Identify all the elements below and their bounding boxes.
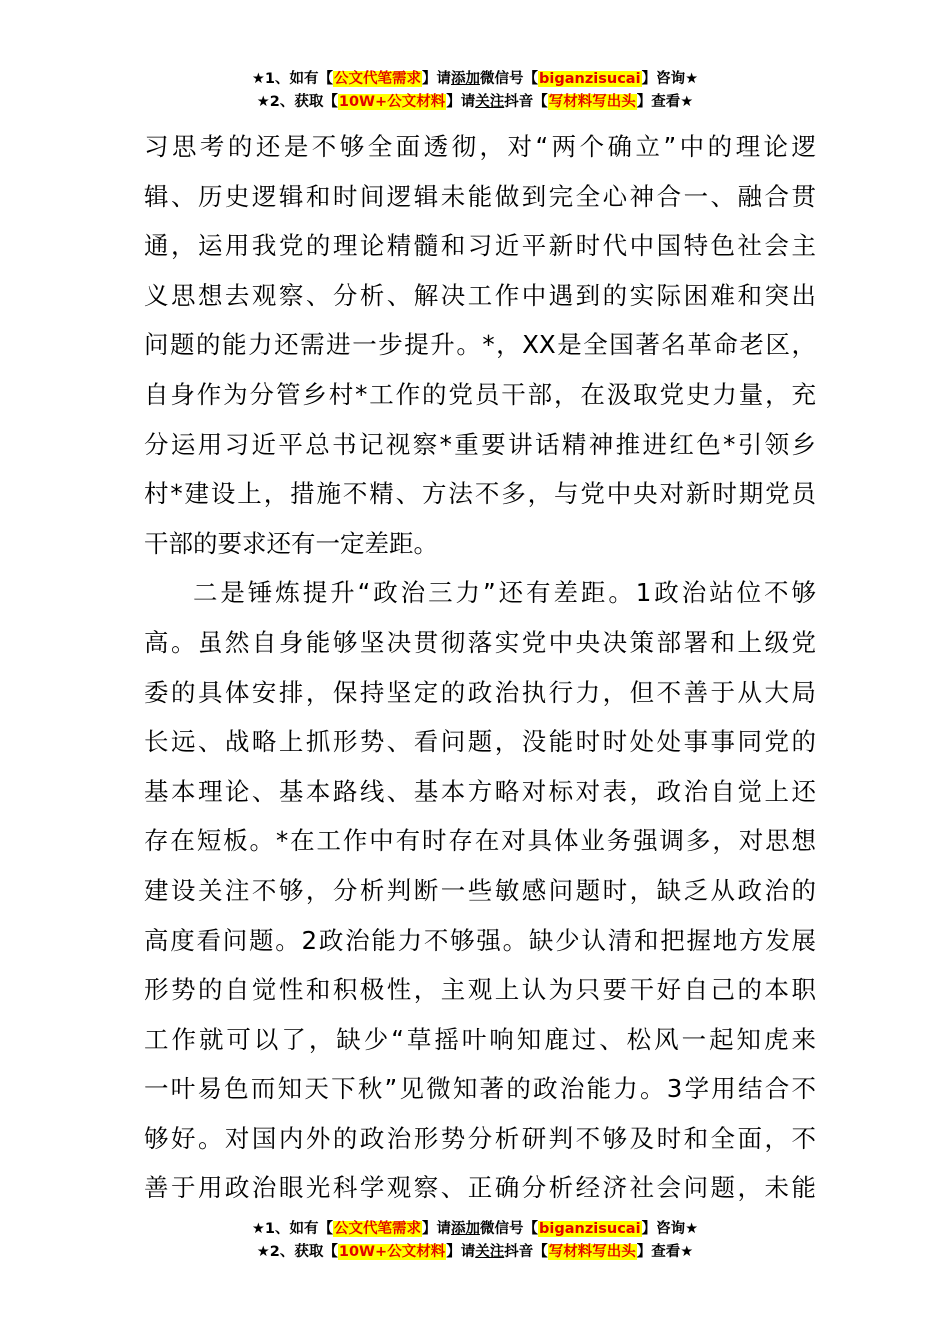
banner-text: 抖音【 xyxy=(504,1244,548,1260)
body-line: 基本理论、基本路线、基本方略对标对表，政治自觉上还 xyxy=(144,776,816,806)
underlined-text: 关注 xyxy=(475,94,505,110)
highlight-text: 公文代笔需求 xyxy=(334,71,422,87)
banner-text: 】查看★ xyxy=(636,94,694,110)
body-line: 村*建设上，措施不精、方法不多，与党中央对新时期党员 xyxy=(144,479,816,509)
banner-text: ★2、获取【 xyxy=(256,1244,338,1260)
underlined-text: 添加 xyxy=(451,71,481,87)
highlight-text: 写材料写出头 xyxy=(548,1244,636,1260)
highlight-text: 10W+公文材料 xyxy=(338,1244,446,1260)
body-line: 习思考的还是不够全面透彻，对“两个确立”中的理论逻 xyxy=(144,132,816,161)
body-line: 高度看问题。2政治能力不够强。缺少认清和把握地方发展 xyxy=(144,925,816,955)
body-line: 干部的要求还有一定差距。 xyxy=(144,528,438,558)
banner-text: 】请 xyxy=(422,1221,452,1237)
banner-line-2 xyxy=(0,91,950,114)
header-banner xyxy=(0,68,950,114)
body-line: 问题的能力还需进一步提升。*，XX是全国著名革命老区， xyxy=(144,330,816,360)
body-line: 够好。对国内外的政治形势分析研判不够及时和全面，不 xyxy=(144,1123,816,1153)
body-line: 长远、战略上抓形势、看问题，没能时时处处事事同党的 xyxy=(144,727,816,757)
body-line: 辑、历史逻辑和时间逻辑未能做到完全心神合一、融合贯 xyxy=(144,181,816,211)
body-line: 委的具体安排，保持坚定的政治执行力，但不善于从大局 xyxy=(144,677,816,707)
banner-text: ★1、如有【 xyxy=(251,71,334,87)
body-line: 分运用习近平总书记视察*重要讲话精神推进红色*引领乡 xyxy=(144,429,816,459)
body-line: 建设关注不够，分析判断一些敏感问题时，缺乏从政治的 xyxy=(144,875,816,905)
banner-text: 】请 xyxy=(446,1244,476,1260)
highlight-text: 公文代笔需求 xyxy=(334,1221,422,1237)
body-line: 一叶易色而知天下秋”见微知著的政治能力。3学用结合不 xyxy=(144,1074,816,1104)
body-line: 通，运用我党的理论精髓和习近平新时代中国特色社会主 xyxy=(144,231,816,261)
body-line: 善于用政治眼光科学观察、正确分析经济社会问题，未能 xyxy=(144,1173,816,1203)
banner-text: 】查看★ xyxy=(636,1244,694,1260)
body-line: 自身作为分管乡村*工作的党员干部，在汲取党史力量，充 xyxy=(144,379,816,409)
body-line: 工作就可以了，缺少“草摇叶响知鹿过、松风一起知虎来 xyxy=(144,1024,816,1054)
banner-text: 抖音【 xyxy=(504,94,548,110)
highlight-text: biganzisucai xyxy=(539,71,641,87)
body-line: 高。虽然自身能够坚决贯彻落实党中央决策部署和上级党 xyxy=(144,627,816,657)
banner-line-1 xyxy=(0,1218,950,1241)
highlight-text: biganzisucai xyxy=(539,1221,641,1237)
banner-text: 】咨询★ xyxy=(641,1221,699,1237)
banner-text: 微信号【 xyxy=(480,1221,539,1237)
body-line: 二是锤炼提升“政治三力”还有差距。1政治站位不够 xyxy=(193,578,816,608)
highlight-text: 10W+公文材料 xyxy=(338,94,446,110)
document-body xyxy=(144,122,816,1213)
banner-line-2 xyxy=(0,1241,950,1264)
banner-text: 】请 xyxy=(446,94,476,110)
banner-text: ★2、获取【 xyxy=(256,94,338,110)
banner-text: ★1、如有【 xyxy=(251,1221,334,1237)
body-line: 形势的自觉性和积极性，主观上认为只要干好自己的本职 xyxy=(144,975,816,1005)
body-line: 义思想去观察、分析、解决工作中遇到的实际困难和突出 xyxy=(144,280,816,310)
banner-text: 】请 xyxy=(422,71,452,87)
footer-banner xyxy=(0,1218,950,1264)
banner-line-1 xyxy=(0,68,950,91)
banner-text: 微信号【 xyxy=(480,71,539,87)
banner-text: 】咨询★ xyxy=(641,71,699,87)
highlight-text: 写材料写出头 xyxy=(548,94,636,110)
body-line: 存在短板。*在工作中有时存在对具体业务强调多，对思想 xyxy=(144,826,816,856)
underlined-text: 添加 xyxy=(451,1221,481,1237)
underlined-text: 关注 xyxy=(475,1244,505,1260)
